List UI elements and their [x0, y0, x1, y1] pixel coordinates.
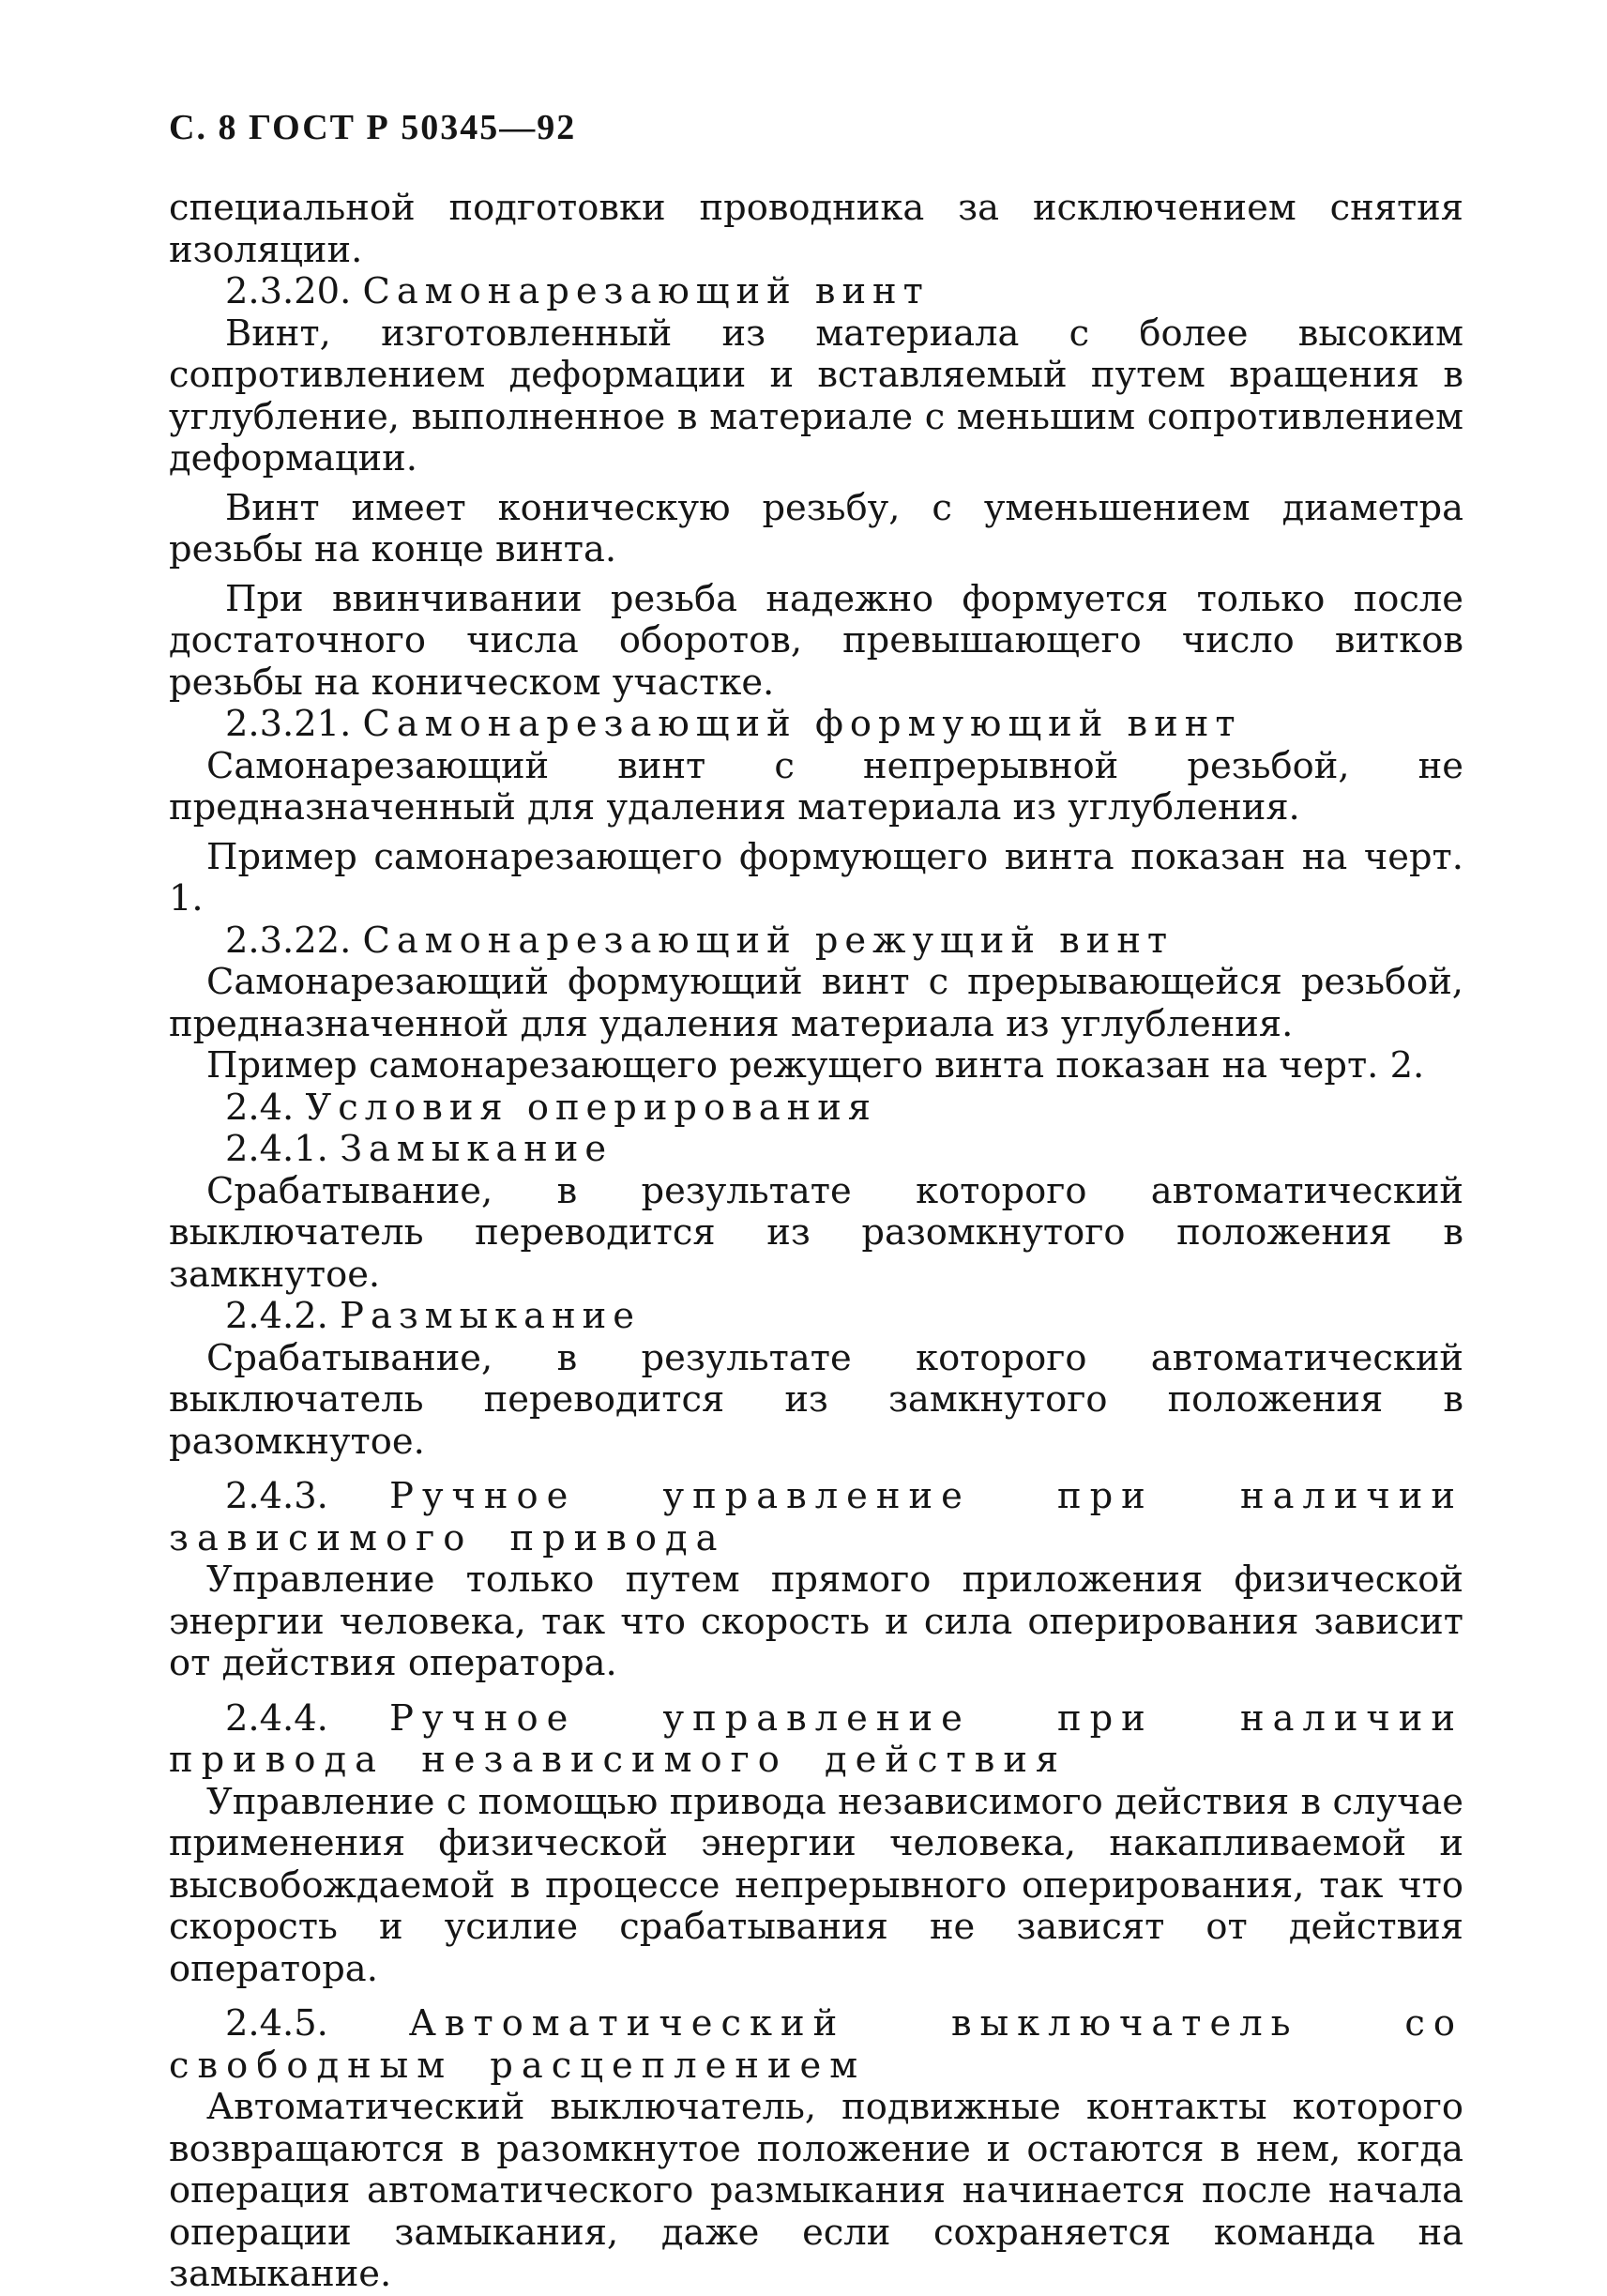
paragraph: При ввинчивании резьба надежно формуется только после достаточного числа оборотов, превышающего число витков резьбы на коническом участке.: [169, 577, 1463, 704]
section-number: 2.4.4.: [225, 1696, 328, 1740]
section-title: Условия оперирования: [305, 1086, 878, 1129]
section-heading-2-4-3: [169, 1476, 1463, 1559]
document-page: [169, 105, 1463, 2296]
section-number: 2.3.21.: [225, 703, 352, 745]
paragraph: Пример самонарезающего формующего винта показан на черт. 1.: [169, 835, 1463, 920]
section-number: 2.3.20.: [225, 270, 352, 312]
paragraph: Самонарезающий винт с непрерывной резьбой, не предназначенный для удаления материала из углубления.: [169, 744, 1463, 829]
paragraph: Винт, изготовленный из материала с более высоким сопротивлением деформации и вставляемый путем вращения в углубление, выполненное в материале с меньшим сопротивлением деформации.: [169, 312, 1463, 479]
section-title: Самонарезающий режущий винт: [362, 919, 1175, 962]
section-heading-2-4-4: [169, 1698, 1463, 1782]
section-heading-2-3-22: [169, 920, 1463, 963]
section-number: 2.3.22.: [225, 919, 352, 962]
section-title: Самонарезающий винт: [362, 270, 930, 312]
section-number: 2.4.3.: [225, 1475, 328, 1517]
page-header: С. 8 ГОСТ Р 50345—92: [169, 108, 577, 147]
paragraph: Управление только путем прямого приложения физической энергии человека, так что скорость и сила оперирования зависит от действия оператора.: [169, 1559, 1463, 1684]
paragraph: Срабатывание, в результате которого автоматический выключатель переводится из замкнутого положения в разомкнутое.: [169, 1336, 1463, 1463]
section-title: Самонарезающий формующий винт: [362, 703, 1242, 745]
paragraph: Винт имеет коническую резьбу, с уменьшением диаметра резьбы на конце винта.: [169, 486, 1463, 570]
paragraph: Самонарезающий формующий винт с прерывающейся резьбой, предназначенной для удаления материала из углубления.: [169, 961, 1463, 1045]
paragraph: Пример самонарезающего режущего винта показан на черт. 2.: [206, 1044, 1425, 1087]
paragraph: Автоматический выключатель, подвижные контакты которого возвращаются в разомкнутое положение и остаются в нем, когда операция автоматического размыкания начинается после начала операции замыкания, даже если сохраняется команда на замыкание.: [169, 2086, 1463, 2295]
section-title: Ручное управление при наличии зависимого привода: [169, 1475, 1463, 1559]
section-title: Автоматический выключатель со свободным расцеплением: [169, 2002, 1463, 2087]
section-heading-2-4-2: [169, 1296, 1463, 1338]
section-title: Замыкание: [340, 1128, 614, 1170]
paragraph: Срабатывание, в результате которого автоматический выключатель переводится из разомкнутого положения в замкнутое.: [169, 1169, 1463, 1296]
section-number: 2.4.5.: [225, 2002, 328, 2045]
section-title: Ручное управление при наличии привода независимого действия: [169, 1696, 1463, 1781]
section-heading-2-3-21: [169, 704, 1463, 746]
section-title: Размыкание: [340, 1295, 641, 1337]
section-heading-2-4: [169, 1087, 1463, 1130]
section-heading-2-4-5: [169, 2003, 1463, 2087]
section-number: 2.4.: [225, 1086, 295, 1129]
section-heading-2-4-1: [169, 1129, 1463, 1171]
section-heading-2-3-20: [169, 271, 1463, 313]
paragraph-continuation: специальной подготовки проводника за исключением снятия изоляции.: [169, 187, 1463, 271]
paragraph: Управление с помощью привода независимого действия в случае применения физической энергии человека, накапливаемой и высвобождаемой в процессе непрерывного оперирования, так что скорость и усилие срабатывания не зависят от действия оператора.: [169, 1780, 1463, 1990]
section-number: 2.4.1.: [225, 1128, 328, 1170]
section-number: 2.4.2.: [225, 1295, 328, 1337]
